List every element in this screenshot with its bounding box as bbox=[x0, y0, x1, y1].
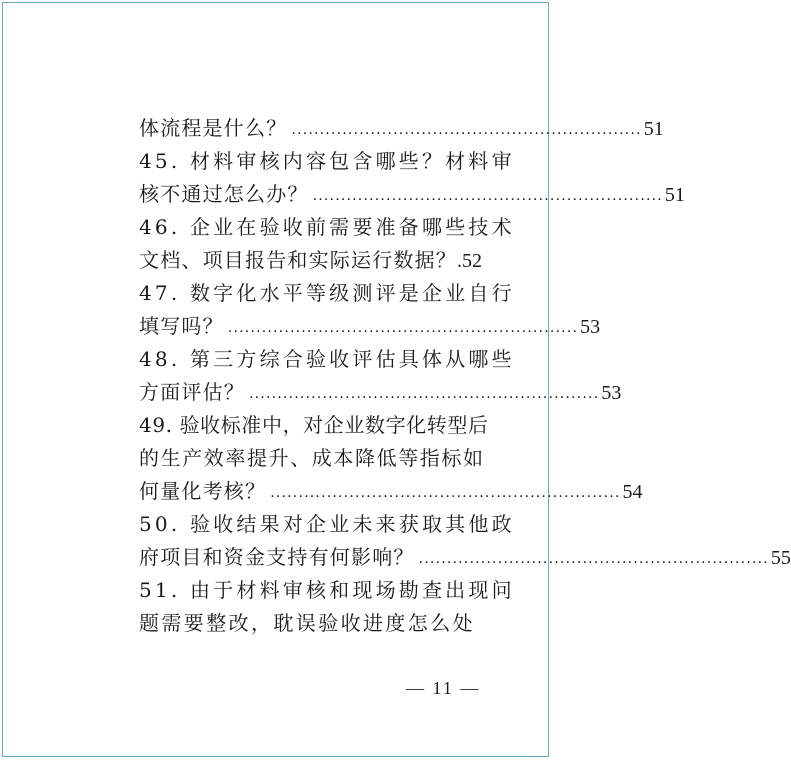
toc-line bbox=[139, 607, 475, 640]
toc-line bbox=[139, 277, 515, 310]
table-of-contents bbox=[139, 112, 791, 640]
toc-line bbox=[139, 442, 485, 475]
toc-page-number: 55 bbox=[770, 547, 791, 569]
toc-entry-text: 方面评估？ bbox=[139, 380, 245, 404]
toc-entry-text: 核不通过怎么办？ bbox=[139, 182, 309, 206]
toc-entry-text: 45. 材料审核内容包含哪些？材料审 bbox=[139, 149, 515, 173]
toc-leader-dots: .............................................................. bbox=[227, 320, 579, 336]
toc-leader-dots: .............................................................. bbox=[270, 485, 621, 501]
toc-line bbox=[139, 508, 515, 541]
toc-page-number: 54 bbox=[622, 481, 643, 503]
toc-line bbox=[139, 409, 489, 442]
toc-entry-text: 46. 企业在验收前需要准备哪些技术 bbox=[139, 215, 515, 239]
toc-line bbox=[139, 211, 515, 244]
toc-leader-dots: .............................................................. bbox=[249, 386, 600, 402]
toc-entry-text: 50. 验收结果对企业未来获取其他政 bbox=[139, 512, 515, 536]
toc-leader-dots: . bbox=[457, 250, 462, 272]
toc-entry-text: 文档、项目报告和实际运行数据？ bbox=[139, 248, 457, 272]
toc-entry-text: 51. 由于材料审核和现场勘查出现问 bbox=[139, 578, 515, 602]
toc-line bbox=[139, 244, 482, 277]
toc-entry-text: 填写吗？ bbox=[139, 314, 224, 338]
page-number: — 11 — bbox=[406, 678, 481, 698]
toc-page-number: 51 bbox=[664, 184, 685, 206]
toc-line bbox=[139, 145, 515, 178]
toc-line bbox=[139, 178, 685, 211]
toc-line bbox=[139, 310, 601, 343]
toc-line bbox=[139, 475, 643, 508]
toc-page-number: 53 bbox=[601, 382, 622, 404]
toc-entry-text: 47. 数字化水平等级测评是企业自行 bbox=[139, 281, 515, 305]
toc-line bbox=[139, 574, 515, 607]
toc-leader-dots: .............................................................. bbox=[291, 122, 642, 138]
toc-page-number bbox=[457, 245, 482, 278]
toc-line bbox=[139, 343, 515, 376]
toc-line bbox=[139, 112, 664, 145]
toc-entry-text: 府项目和资金支持有何影响？ bbox=[139, 545, 415, 569]
toc-leader-dots: .............................................................. bbox=[418, 551, 769, 567]
toc-leader-dots: .............................................................. bbox=[312, 188, 663, 204]
toc-entry-text: 何量化考核？ bbox=[139, 479, 267, 503]
toc-entry-text: 48. 第三方综合验收评估具体从哪些 bbox=[139, 347, 515, 371]
toc-page-number-value: 52 bbox=[462, 250, 482, 272]
toc-entry-text: 49. 验收标准中，对企业数字化转型后 bbox=[139, 413, 489, 437]
toc-line bbox=[139, 541, 791, 574]
toc-page-number: 53 bbox=[580, 316, 601, 338]
toc-page-number: 51 bbox=[643, 118, 664, 140]
toc-line bbox=[139, 376, 622, 409]
toc-entry-text: 的生产效率提升、成本降低等指标如 bbox=[139, 446, 485, 470]
toc-entry-text: 体流程是什么？ bbox=[139, 116, 288, 140]
toc-entry-text: 题需要整改，耽误验收进度怎么处 bbox=[139, 611, 475, 635]
